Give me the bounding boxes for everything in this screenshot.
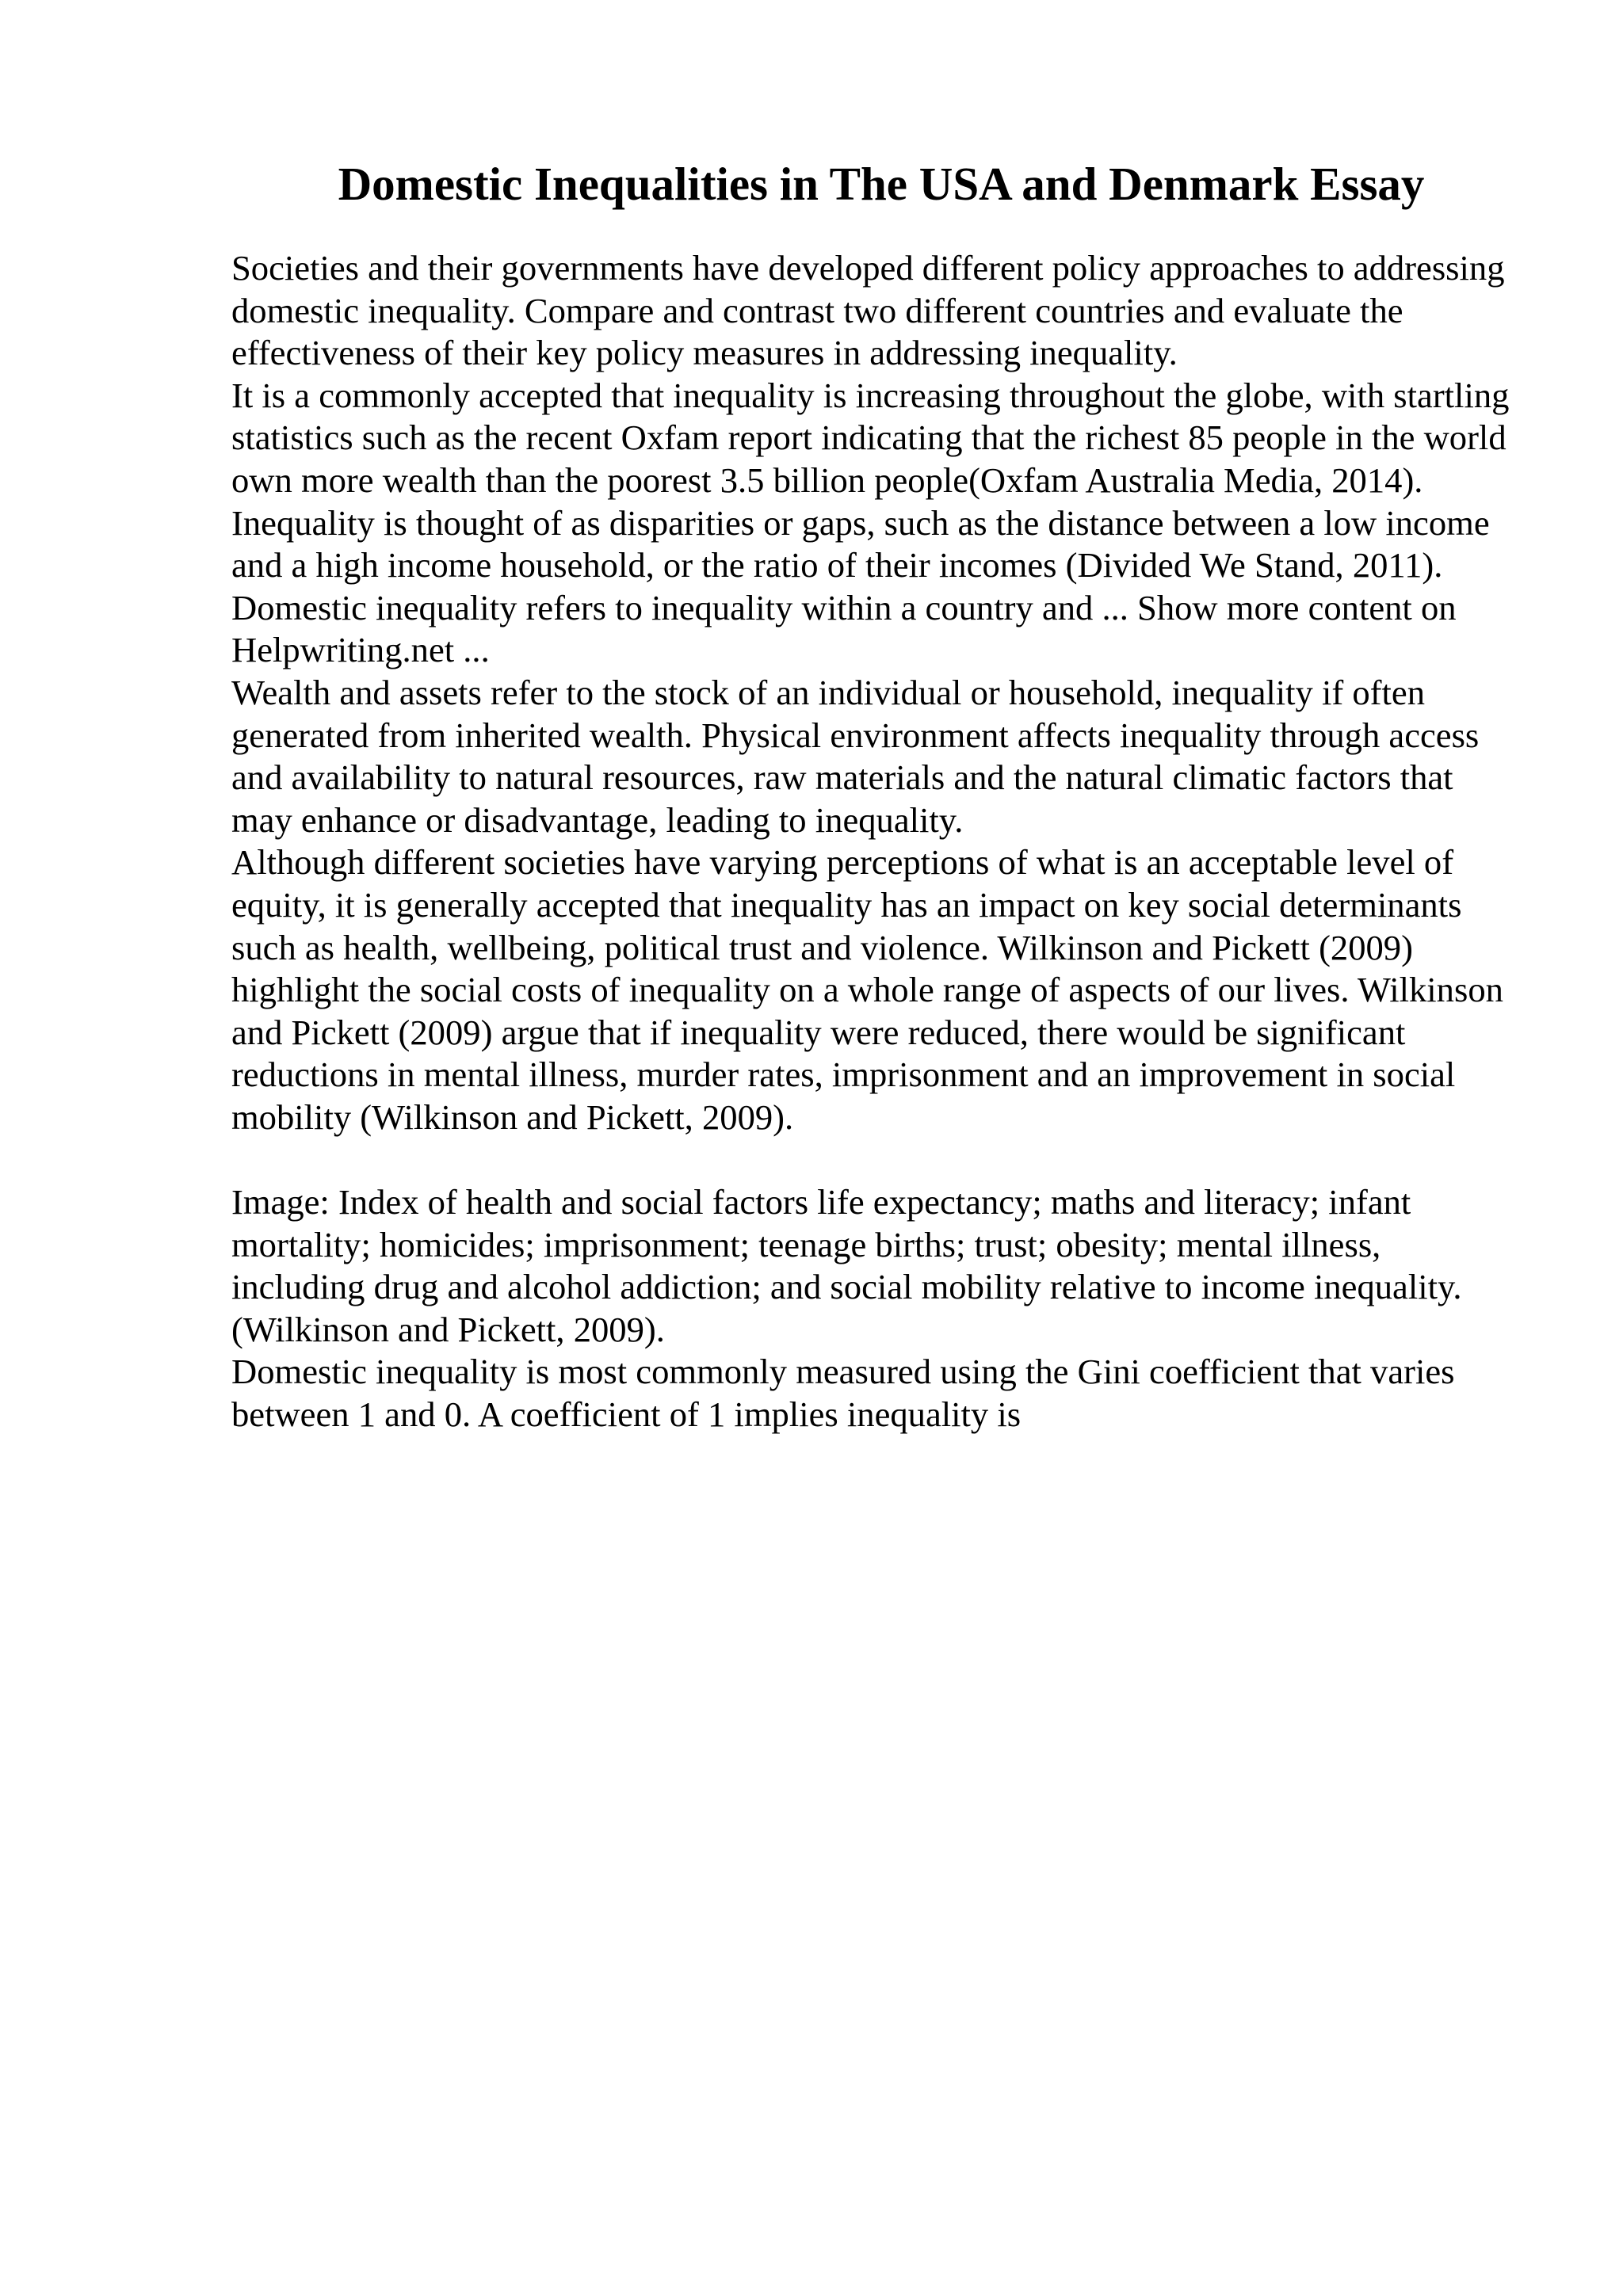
paragraph-gini-coefficient: Domestic inequality is most commonly measured using the Gini coefficient that varies between 1 and 0. A coefficient of 1 implies inequality is xyxy=(231,1352,1455,1435)
document-body xyxy=(231,247,1515,1436)
document-title: Domestic Inequalities in The USA and Denmark Essay xyxy=(338,158,1425,210)
paragraph-social-costs: Although different societies have varying perceptions of what is an acceptable level of equity, it is generally accepted that inequality has an impact on key social determinants such as health, wellbeing, political trust and violence. Wilkinson and Pickett (2009) highlight the social costs of inequality on a whole range of aspects of our lives. Wilkinson and Pickett (2009) argue that if inequality were reduced, there would be significant reductions in mental illness, murder rates, imprisonment and an improvement in social mobility (Wilkinson and Pickett, 2009). xyxy=(231,842,1503,1137)
paragraph-introduction: It is a commonly accepted that inequality is increasing throughout the globe, with startling statistics such as the recent Oxfam report indicating that the richest 85 people in the world own more wealth than the poorest 3.5 billion people(Oxfam Australia Media, 2014). Inequality is thought of as disparities or gaps, such as the distance between a low income and a high income household, or the ratio of their incomes (Divided We Stand, 2011). Domestic inequality refers to inequality within a country and ... Show more content on Helpwriting.net ... xyxy=(231,375,1510,670)
paragraph-image-caption: Image: Index of health and social factors life expectancy; maths and literacy; infant mortality; homicides; imprisonment; teenage births; trust; obesity; mental illness, including drug and alcohol addiction; and social mobility relative to income inequality. (Wilkinson and Pickett, 2009). xyxy=(231,1182,1462,1349)
paragraph-assignment-prompt: Societies and their governments have developed different policy approaches to addressing domestic inequality. Compare and contrast two different countries and evaluate the effectiveness of their key policy measures in addressing inequality. xyxy=(231,248,1505,373)
paragraph-wealth-assets: Wealth and assets refer to the stock of an individual or household, inequality if often generated from inherited wealth. Physical environment affects inequality through access and availability to natural resources, raw materials and the natural climatic factors that may enhance or disadvantage, leading to inequality. xyxy=(231,672,1480,840)
